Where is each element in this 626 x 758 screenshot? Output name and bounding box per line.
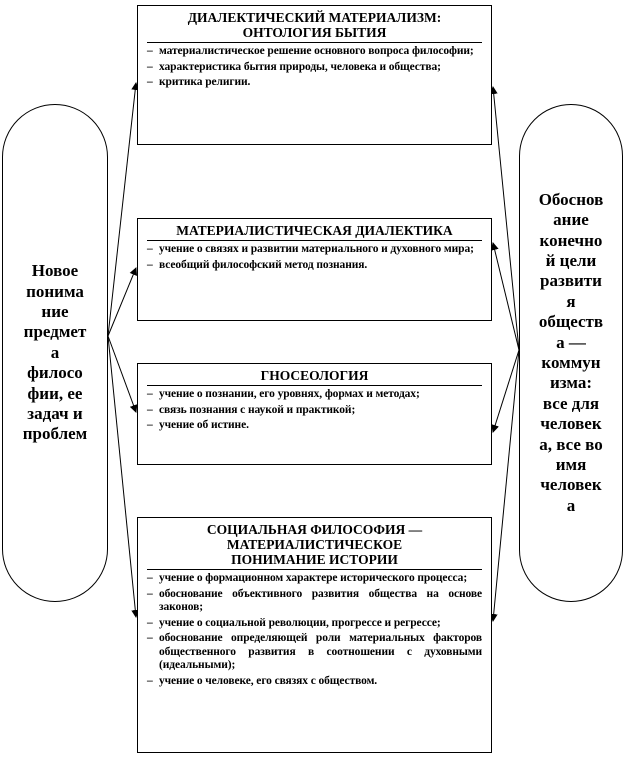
item-list: [147, 45, 482, 89]
list-item: – связь познания с наукой и практикой;: [147, 404, 482, 417]
box-title: МАТЕРИАЛИСТИЧЕСКАЯ ДИАЛЕКТИКА: [147, 223, 482, 241]
box-materialist-dialectics: [137, 218, 492, 321]
list-item: – учение о формационном характере исторического процесса;: [147, 572, 482, 585]
arrow-right-to-box-2: [493, 243, 519, 350]
list-item: – критика религии.: [147, 76, 482, 89]
item-list: [147, 572, 482, 688]
left-pill-text: Новое понима ние предмет а филосо фии, ее задач и проблем: [22, 261, 88, 444]
list-item: – материалистическое решение основного вопроса философии;: [147, 45, 482, 58]
list-item: – обоснование объективного развития общества на основе законов;: [147, 588, 482, 615]
box-gnoseology: [137, 363, 492, 465]
list-item: – учение об истине.: [147, 419, 482, 432]
item-list: [147, 388, 482, 432]
arrow-left-to-box-1: [108, 83, 136, 336]
box-title: СОЦИАЛЬНАЯ ФИЛОСОФИЯ — МАТЕРИАЛИСТИЧЕСКОЕ ПОНИМАНИЕ ИСТОРИИ: [147, 522, 482, 570]
list-item: – учение о социальной революции, прогрессе и регрессе;: [147, 617, 482, 630]
left-pill: [2, 104, 108, 602]
list-item: – учение о связях и развитии материального и духовного мира;: [147, 243, 482, 256]
list-item: – характеристика бытия природы, человека и общества;: [147, 61, 482, 74]
arrow-left-to-box-4: [108, 336, 136, 617]
right-pill-text: Обоснов ание конечно й цели развити я обществ а — коммун изма: все для человек а, все во имя человек а: [538, 189, 604, 515]
arrow-right-to-box-1: [493, 87, 519, 350]
right-pill: [519, 104, 623, 602]
list-item: – учение о человеке, его связях с обществом.: [147, 675, 482, 688]
box-dialectical-materialism: [137, 5, 492, 145]
item-list: [147, 243, 482, 272]
list-item: – обоснование определяющей роли материальных факторов общественного развития в соотношении с духовными (идеальными);: [147, 632, 482, 672]
box-title: ДИАЛЕКТИЧЕСКИЙ МАТЕРИАЛИЗМ: ОНТОЛОГИЯ БЫТИЯ: [147, 10, 482, 43]
list-item: – учение о познании, его уровнях, формах и методах;: [147, 388, 482, 401]
list-item: – всеобщий философский метод познания.: [147, 259, 482, 272]
box-social-philosophy: [137, 517, 492, 753]
box-title: ГНОСЕОЛОГИЯ: [147, 368, 482, 386]
